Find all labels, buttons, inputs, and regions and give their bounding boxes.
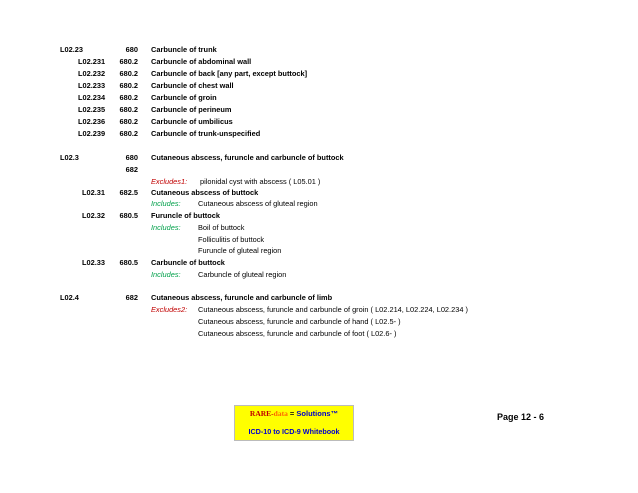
icd9-cell: 682 (125, 293, 138, 302)
code-cell: L02.239 (78, 129, 106, 138)
icd9-cell: 680.2 (119, 81, 138, 90)
code-cell: L02.33 (82, 258, 106, 267)
icd9-cell: 680.5 (119, 211, 138, 220)
icd9-cell: 680.2 (119, 105, 138, 114)
icd9-cell: 680.2 (119, 57, 138, 66)
description-cell: Carbuncle of buttock (151, 258, 225, 267)
icd9-cell: 680.5 (119, 258, 138, 267)
code-cell: L02.231 (78, 57, 106, 66)
includes-text: Furuncle of gluteal region (198, 246, 282, 255)
icd9-cell: 682 (125, 165, 138, 174)
includes-text: Carbuncle of gluteal region (198, 270, 287, 279)
code-cell: L02.234 (78, 93, 106, 102)
excludes2-label: Excludes2: (151, 305, 188, 314)
includes-text: Cutaneous abscess of gluteal region (198, 199, 318, 208)
includes-text: Folliculitis of buttock (198, 235, 265, 244)
description-cell: Carbuncle of trunk-unspecified (151, 129, 261, 138)
description-cell: Carbuncle of perineum (151, 105, 232, 114)
code-cell: L02.233 (78, 81, 106, 90)
code-cell: L02.23 (60, 45, 84, 54)
code-cell: L02.236 (78, 117, 106, 126)
description-cell: Carbuncle of trunk (151, 45, 217, 54)
code-cell: L02.232 (78, 69, 106, 78)
code-cell: L02.32 (82, 211, 106, 220)
code-cell: L02.235 (78, 105, 106, 114)
includes-text: Boil of buttock (198, 223, 245, 232)
code-cell: L02.4 (60, 293, 79, 302)
description-cell: Carbuncle of back [any part, except buttock] (151, 69, 308, 78)
excludes1-label: Excludes1: (151, 177, 188, 186)
includes-label: Includes: (151, 199, 181, 208)
icd9-cell: 680.2 (119, 129, 138, 138)
icd9-cell: 680 (125, 45, 138, 54)
logo-subtitle: ICD-10 to ICD-9 Whitebook (248, 427, 340, 436)
icd9-cell: 680 (125, 153, 138, 162)
includes-label: Includes: (151, 223, 181, 232)
excludes1-text: pilonidal cyst with abscess ( L05.01 ) (200, 177, 321, 186)
code-cell: L02.31 (82, 188, 106, 197)
description-cell: Carbuncle of umbilicus (151, 117, 233, 126)
description-cell: Cutaneous abscess of buttock (151, 188, 259, 197)
icd9-cell: 680.2 (119, 117, 138, 126)
logo-title: RARE-data = Solutions™ (249, 409, 339, 418)
description-cell: Carbuncle of abdominal wall (151, 57, 252, 66)
excludes2-text: Cutaneous abscess, furuncle and carbuncle of groin ( L02.214, L02.224, L02.234 ) (198, 305, 468, 314)
description-cell: Cutaneous abscess, furuncle and carbuncle of buttock (151, 153, 344, 162)
description-cell: Carbuncle of chest wall (151, 81, 234, 90)
excludes2-text: Cutaneous abscess, furuncle and carbuncle of foot ( L02.6- ) (198, 329, 397, 338)
rare-data-logo (234, 405, 354, 441)
page-number: Page 12 - 6 (497, 412, 545, 422)
includes-label: Includes: (151, 270, 181, 279)
description-cell: Furuncle of buttock (151, 211, 220, 220)
icd9-cell: 680.2 (119, 93, 138, 102)
code-cell: L02.3 (60, 153, 79, 162)
description-cell: Carbuncle of groin (151, 93, 217, 102)
excludes2-text: Cutaneous abscess, furuncle and carbuncle of hand ( L02.5- ) (198, 317, 401, 326)
description-cell: Cutaneous abscess, furuncle and carbuncle of limb (151, 293, 333, 302)
icd9-cell: 680.2 (119, 69, 138, 78)
icd9-cell: 682.5 (119, 188, 138, 197)
